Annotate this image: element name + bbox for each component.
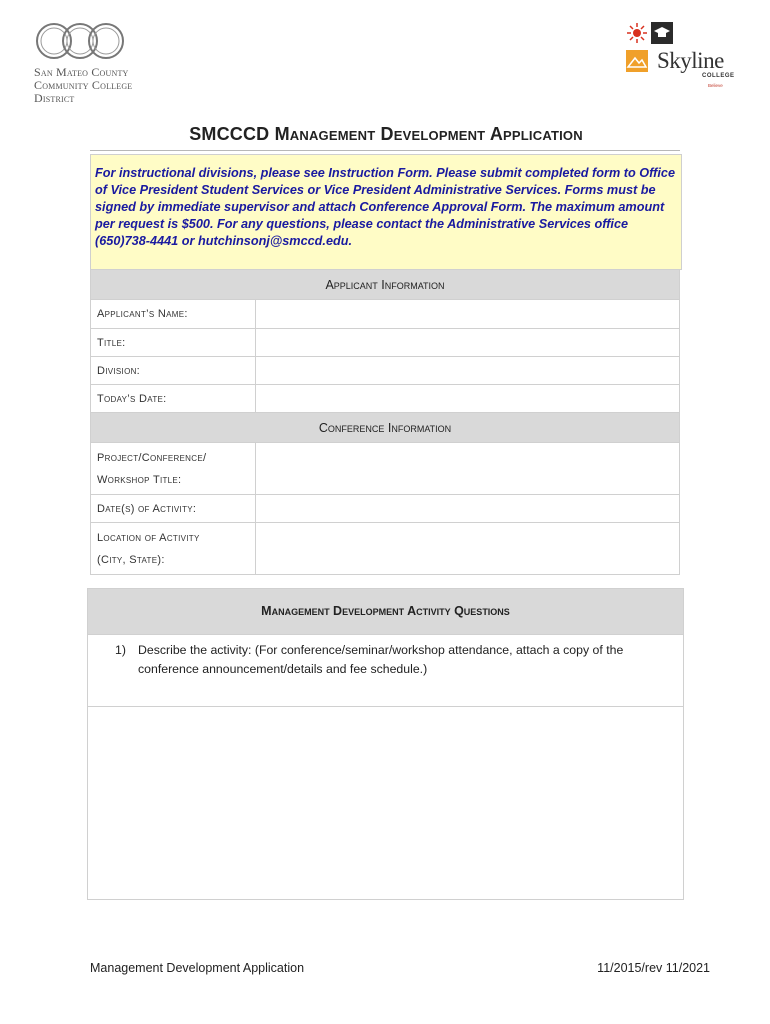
district-name-line2: Community College District [34, 78, 133, 105]
district-name [34, 66, 169, 105]
project-title-label [91, 443, 256, 495]
graduation-cap-icon [651, 22, 673, 44]
question-1-number: 1) [115, 643, 126, 657]
district-rings-icon [34, 18, 126, 64]
division-field[interactable] [256, 357, 680, 385]
questions-header: Management Development Activity Questions [88, 589, 683, 634]
college-name: Skyline [657, 48, 724, 73]
conference-section-header: Conference Information [91, 413, 680, 443]
title-field[interactable] [256, 329, 680, 357]
applicant-name-field[interactable] [256, 300, 680, 329]
activity-location-label-line2: (City, State): [97, 553, 165, 566]
district-logo [34, 18, 169, 105]
applicant-name-label: Applicant’s Name: [91, 300, 256, 329]
instructions-notice: For instructional divisions, please see Instruction Form. Please submit completed form to Office of Vice President Student Services or Vice President Administrative Services. Forms must be signed by immediate supervisor and attach Conference Approval Form. The maximum amount per request is $500. For any questions, please contact the Administrative Services office (650)738-4441 or hutchinsonj@smccd.edu. [90, 154, 682, 270]
college-logo [624, 20, 736, 92]
footer-revision: 11/2015/rev 11/2021 [597, 961, 710, 975]
activity-questions-box [87, 588, 684, 900]
todays-date-label: Today’s Date: [91, 385, 256, 413]
question-1-text: Describe the activity: (For conference/seminar/workshop attendance, attach a copy of the conference announcement/details and fee schedule.) [138, 643, 624, 676]
applicant-section-header: Applicant Information [91, 270, 680, 300]
college-tagline: Believe [708, 83, 723, 88]
footer-form-name: Management Development Application [90, 961, 305, 975]
question-1-answer-area[interactable] [88, 707, 683, 897]
sun-icon [626, 22, 648, 44]
activity-dates-label: Date(s) of Activity: [91, 495, 256, 523]
title-label: Title: [91, 329, 256, 357]
activity-dates-field[interactable] [256, 495, 680, 523]
question-1 [88, 634, 683, 707]
title-divider [90, 150, 680, 151]
activity-location-label [91, 523, 256, 575]
application-form-table [90, 269, 680, 575]
district-name-line1: San Mateo County [34, 65, 129, 79]
activity-location-label-line1: Location of Activity [97, 531, 200, 544]
project-title-label-line1: Project/Conference/ [97, 451, 207, 464]
project-title-field[interactable] [256, 443, 680, 495]
college-sub: COLLEGE [702, 73, 735, 79]
todays-date-field[interactable] [256, 385, 680, 413]
page-title: SMCCCD Management Development Application [189, 124, 583, 144]
project-title-label-line2: Workshop Title: [97, 473, 182, 486]
activity-location-field[interactable] [256, 523, 680, 575]
mountain-icon [626, 50, 648, 72]
division-label: Division: [91, 357, 256, 385]
